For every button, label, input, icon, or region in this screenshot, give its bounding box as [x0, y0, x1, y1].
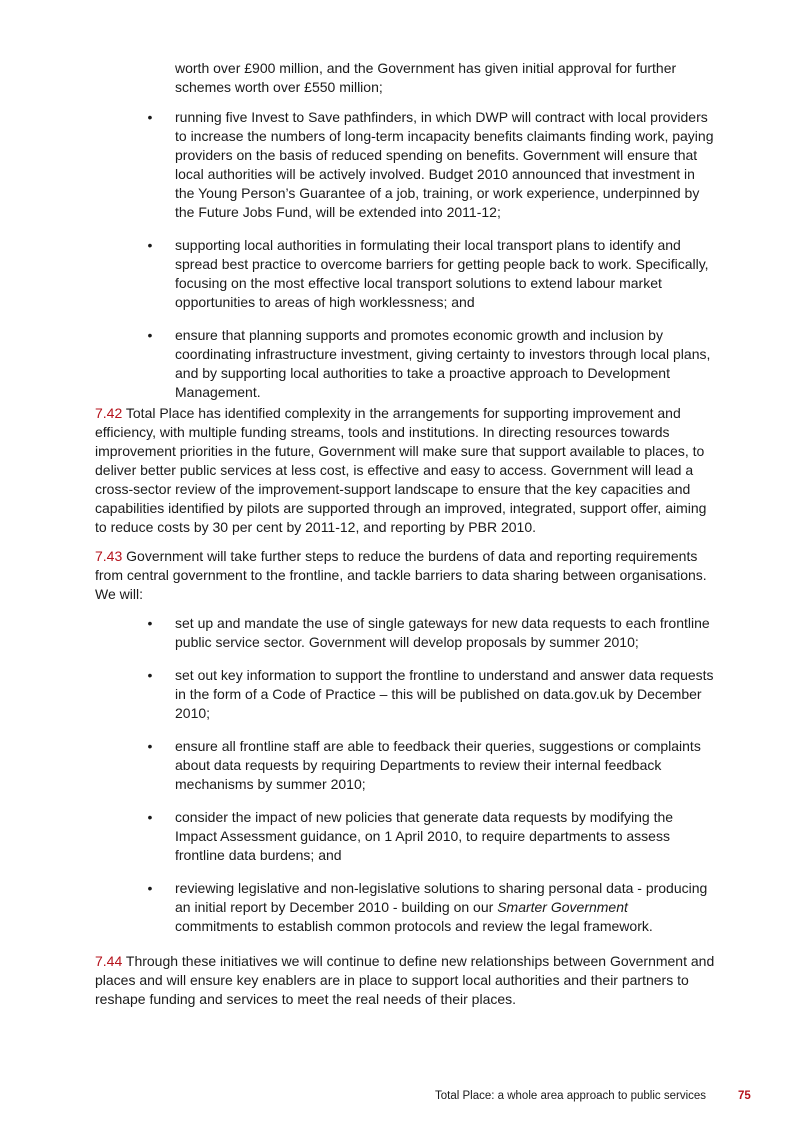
paragraph-text: Through these initiatives we will continue to define new relationships between Government and places and will ensure key enablers are in place to support local authorities and their partners to reshape funding and services to meet the real needs of their places.: [95, 953, 715, 1007]
paragraph-number: 7.42: [95, 405, 123, 421]
bullet-text-part: reviewing legislative and non-legislative solutions to sharing personal data - producing an initial report by December 2010 - building on our: [175, 880, 708, 915]
highlight-text: cross-sector review of the improvement-support landscape: [95, 481, 459, 497]
bullet-text: ensure all frontline staff are able to feedback their queries, suggestions or complaints about data requests by requiring Departments to review their internal feedback mechanisms by summer 2010;: [175, 738, 701, 792]
bullet-text: supporting local authorities in formulating their local transport plans to identify and spread best practice to overcome barriers for getting people back to work. Specifically, focusing on the most effective local transport solutions to extend labour market opportunities to areas of high worklessness; and: [175, 237, 709, 310]
bullet-icon: •: [147, 809, 153, 825]
list-item: [145, 326, 715, 402]
bullet-icon: •: [147, 880, 153, 896]
paragraph-number: 7.44: [95, 953, 123, 969]
list-item: [145, 879, 715, 936]
footer-title: Total Place: a whole area approach to public services: [435, 1090, 707, 1102]
bullet-icon: •: [147, 615, 153, 631]
bullet-text: [175, 880, 707, 934]
paragraph-text: Government will take further steps to: [122, 548, 359, 564]
continuation-text: worth over £900 million, and the Government has given initial approval for further schemes worth over £550 million;: [175, 60, 677, 95]
paragraph-text: between organisations. We will:: [95, 567, 707, 602]
list-item: [145, 808, 715, 865]
bullet-icon: •: [147, 738, 153, 754]
list-item: [145, 737, 715, 794]
bullet-list-b: [145, 614, 715, 950]
paragraph-7-43: [95, 547, 715, 604]
bullet-icon: •: [147, 237, 153, 253]
paragraph-number: 7.43: [95, 548, 123, 564]
bullet-icon: •: [147, 327, 153, 343]
highlight-text: reduce the burdens of data and reporting: [358, 548, 612, 564]
paragraph-text: Total Place has identified complexity in the arrangements for supporting improvement and efficiency, with multiple funding streams, tools and institutions. In directing resources towards improvement priorities in the future, Government will make sure that support available to places, to deliver better public services at less cost, is effective and easy to access. Government will lead a: [95, 405, 705, 478]
bullet-text-part: commitments to establish common protocols and review the legal framework.: [175, 918, 653, 934]
list-item: [145, 666, 715, 723]
bullet-text: ensure that planning supports and promotes economic growth and inclusion by coordinating infrastructure investment, giving certainty to investors through local plans, and by supporting local authorities to take a proactive approach to Development Management.: [175, 327, 711, 400]
bullet-text: consider the impact of new policies that generate data requests by modifying the Impact Assessment guidance, on 1 April 2010, to require departments to assess frontline data burdens; and: [175, 809, 674, 863]
paragraph-7-44: [95, 952, 715, 1009]
bullet-text: set up and mandate the use of single gateways for new data requests to each frontline public service sector. Government will develop proposals by summer 2010;: [175, 615, 710, 650]
bullet-text: set out key information to support the frontline to understand and answer data requests in the form of a Code of Practice – this will be published on data.gov.uk by December 2010;: [175, 667, 714, 721]
list-item: [145, 614, 715, 652]
page-number: 75: [738, 1090, 751, 1102]
paragraph-7-42: [95, 404, 715, 537]
highlight-text: tackle barriers to data sharing: [374, 567, 559, 583]
italic-text: Smarter Government: [497, 899, 628, 915]
paragraph-text: to ensure that the key capacities and capabilities identified by pilots are supported through an improved, integrated, support offer, aiming to reduce costs by 30 per cent by 2011-12, and reporting by PBR 2010.: [95, 481, 707, 535]
bullet-icon: •: [147, 109, 153, 125]
list-item: [145, 236, 715, 312]
bullet-text: running five Invest to Save pathfinders, in which DWP will contract with local providers to increase the numbers of long-term incapacity benefits claimants finding work, paying providers on the basis of reduced spending on benefits. Government will ensure that local authorities will be actively involved. Budget 2010 announced that investment in the Young Person’s Guarantee of a job, training, or work experience, underpinned by the Future Jobs Fund, will be extended into 2011-12;: [175, 109, 714, 220]
bullet-list-a: [145, 108, 715, 416]
paragraph-text: requirements from central government to the frontline, and: [95, 548, 698, 583]
bullet-icon: •: [147, 667, 153, 683]
list-item: [145, 108, 715, 222]
